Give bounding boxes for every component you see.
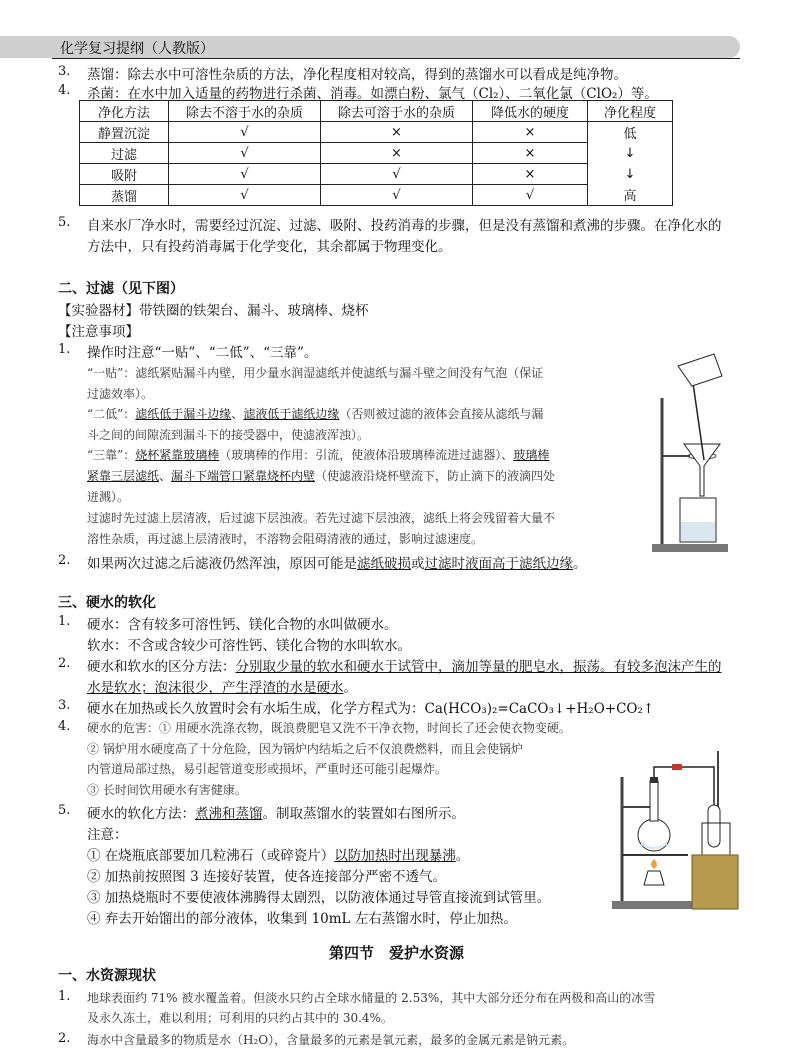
harm-text: ② 锅炉用水硬度高了十分危险，因为锅炉内结垢之后不仅浪费燃料，而且会使锅炉 xyxy=(87,742,523,756)
item-number: 3. xyxy=(58,64,71,79)
sankao-explanation: （使滤液沿烧杯壁流下，防止滴下的液滴四处 xyxy=(315,469,556,483)
item-number: 5. xyxy=(58,215,71,230)
table-cell: × xyxy=(473,164,588,185)
filter-item2-text: 如果两次过滤之后滤液仍然浑浊，原因可能是 xyxy=(87,556,357,572)
erdi-explanation: （否则被过滤的液体会直接从滤纸与漏 xyxy=(339,407,544,421)
table-header-cell: 除去不溶于水的杂质 xyxy=(169,101,321,122)
hard-water-def: 硬水：含有较多可溶性钙、镁化合物的水叫做硬水。 xyxy=(87,617,398,633)
degree-cell: 高 xyxy=(588,185,673,206)
caution-line xyxy=(87,844,469,864)
table-cell: 吸附 xyxy=(80,164,169,185)
table-header-cell: 除去可溶于水的杂质 xyxy=(321,101,473,122)
caution-reason: 以防加热时出现暴沸 xyxy=(334,848,456,864)
alcohol-lamp xyxy=(644,871,664,885)
hard-water-heading: 三、硬水的软化 xyxy=(58,595,156,611)
table-cell: 静置沉淀 xyxy=(80,122,169,143)
degree-cell: ↓ xyxy=(588,143,673,164)
stand-base xyxy=(652,544,728,552)
wooden-block xyxy=(692,855,738,909)
filter-item1: 操作时注意“一贴”、“二低”、“三靠”。 xyxy=(87,345,318,361)
sankao-text: 迸溅）。 xyxy=(87,490,130,504)
water-fact: 海水中含量最多的物质是水（H₂O），含量最多的元素是氧元素，最多的金属元素是钠元素。 xyxy=(87,1033,575,1047)
separator: 、 xyxy=(231,407,244,421)
stand-base xyxy=(612,901,692,909)
round-bottom-flask xyxy=(638,819,670,851)
sankao-line xyxy=(87,446,549,463)
water-resources-heading: 一、水资源现状 xyxy=(58,968,156,984)
harm-text: ③ 长时间饮用硬水有害健康。 xyxy=(87,783,247,797)
softening-method: 煮沸和蒸馏 xyxy=(195,806,263,822)
table-cell: 蒸馏 xyxy=(80,185,169,206)
erdi-point2: 滤液低于滤纸边缘 xyxy=(243,407,340,421)
funnel xyxy=(684,444,720,496)
sankao-point3: 漏斗下端管口紧靠烧杯内壁 xyxy=(171,469,316,483)
flame xyxy=(651,859,657,869)
table-cell: × xyxy=(321,122,473,143)
sankao-point1: 烧杯紧靠玻璃棒 xyxy=(135,448,220,462)
table-header-cell: 降低水的硬度 xyxy=(473,101,588,122)
softening-label: 硬水的软化方法： xyxy=(87,806,195,822)
reason2: 过滤时液面高于滤纸边缘 xyxy=(424,556,573,572)
filter-heading: 二、过滤（见下图） xyxy=(58,281,184,297)
table-cell: × xyxy=(473,122,588,143)
harm-text: 硬水的危害：① 用硬水洗涤衣物，既浪费肥皂又洗不干净衣物，时间长了还会使衣物变硬。 xyxy=(87,721,571,735)
caution-text: ① 在烧瓶底部要加几粒沸石（或碎瓷片） xyxy=(87,848,335,864)
distinguish-line xyxy=(87,655,722,675)
caution-text: ④ 弃去开始馏出的部分液体，收集到 10mL 左右蒸馏水时，停止加热。 xyxy=(87,911,517,927)
table-row xyxy=(80,122,673,143)
yitie-text: 过滤效率）。 xyxy=(87,387,154,401)
header-rule xyxy=(52,58,740,59)
table-row xyxy=(80,185,673,206)
filter-item2 xyxy=(87,552,587,572)
table-cell: √ xyxy=(473,185,588,206)
item-number: 4. xyxy=(58,719,71,734)
table-row xyxy=(80,143,673,164)
scale-equation: 硬水在加热或长久放置时会有水垢生成，化学方程式为：Ca(HCO₃)₂=CaCO₃↓+H₂O+CO₂↑ xyxy=(87,701,655,717)
sankao-point2: 玻璃棒 xyxy=(513,448,550,462)
period: 。 xyxy=(573,556,587,572)
pouring-beaker xyxy=(678,354,722,386)
sankao-explanation: （玻璃棒的作用：引流，使液体沿玻璃棒流进过滤器）、 xyxy=(219,448,514,462)
filtration-apparatus-illustration xyxy=(640,348,740,558)
softening-text: 。制取蒸馏水的装置如右图所示。 xyxy=(262,806,465,822)
item-number: 5. xyxy=(58,803,71,818)
item-number: 4. xyxy=(58,83,71,98)
waterworks-text: 方法中，只有投药消毒属于化学变化，其余都属于物理变化。 xyxy=(87,239,452,255)
distinguish-line2 xyxy=(87,676,357,696)
water-fact: 及永久冻土，难以利用；可利用的只约占其中的 30.4%。 xyxy=(87,1011,393,1025)
table-row xyxy=(80,164,673,185)
table-cell: √ xyxy=(321,164,473,185)
separator: 、 xyxy=(159,469,172,483)
caution-text: ③ 加热烧瓶时不要使液体沸腾得太剧烈，以防液体通过导管直接流到试管里。 xyxy=(87,890,551,906)
period: 。 xyxy=(343,680,357,696)
table-cell: √ xyxy=(169,185,321,206)
sankao-point2b: 紧靠三层滤纸 xyxy=(87,469,160,483)
filtrate xyxy=(681,522,715,541)
waterworks-text: 自来水厂净水时，需要经过沉淀、过滤、吸附、投药消毒的步骤，但是没有蒸馏和煮沸的步骤。在净化水的 xyxy=(87,218,722,234)
item-number: 1. xyxy=(58,342,71,357)
stopper xyxy=(650,777,658,783)
filter-equipment: 【实验器材】带铁圈的铁架台、漏斗、玻璃棒、烧杯 xyxy=(58,303,369,319)
caution-text: ② 加热前按照图 3 连接好装置，使各连接部分严密不透气。 xyxy=(87,869,446,885)
yitie-text: “一贴”：滤纸紧贴漏斗内壁，用少量水润湿滤纸并使滤纸与漏斗壁之间没有气泡（保证 xyxy=(87,366,544,380)
filter-notes-title: 【注意事项】 xyxy=(58,324,139,340)
note-label: 注意： xyxy=(87,827,128,843)
filter-extra: 溶性杂质，再过滤上层清液时，不溶物会阻碍清液的通过，影响过滤速度。 xyxy=(87,532,484,546)
erdi-text: 斗之间的间隙流到漏斗下的接受器中，使滤液浑浊）。 xyxy=(87,428,370,442)
table-cell: 过滤 xyxy=(80,143,169,164)
table-cell: √ xyxy=(321,185,473,206)
table-cell: √ xyxy=(169,164,321,185)
distinguish-result: 水是软水；泡沫很少，产生浮渣的水是硬水 xyxy=(87,680,344,696)
item-number: 2. xyxy=(58,656,71,671)
item-number: 1. xyxy=(58,989,71,1004)
soft-water-def: 软水：不含或含较少可溶性钙、镁化合物的水叫软水。 xyxy=(87,638,411,654)
reason1: 滤纸破损 xyxy=(357,556,411,572)
item-number: 3. xyxy=(58,698,71,713)
erdi-point1: 滤纸低于漏斗边缘 xyxy=(135,407,232,421)
distinguish-label: 硬水和软水的区分方法： xyxy=(87,659,236,675)
table-cell: × xyxy=(321,143,473,164)
filter-extra: 过滤时先过滤上层清液，后过滤下层浊液。若先过滤下层浊液，滤纸上将会残留着大量不 xyxy=(87,511,556,525)
or-text: 或 xyxy=(411,556,425,572)
softening-line xyxy=(87,802,465,822)
table-cell: √ xyxy=(169,143,321,164)
item-number: 1. xyxy=(58,614,71,629)
erdi-label: “二低”： xyxy=(87,407,136,421)
table-header-cell: 净化程度 xyxy=(588,101,673,122)
degree-cell: ↓ xyxy=(588,164,673,185)
table-header-row xyxy=(80,101,673,122)
section-title: 第四节 爱护水资源 xyxy=(328,944,464,962)
header-title: 化学复习提纲（人教版） xyxy=(60,41,214,57)
sankao-line2 xyxy=(87,467,555,484)
water-fact: 地球表面约 71% 被水覆盖着。但淡水只约占全球水储量的 2.53%，其中大部分还分布在两极和高山的冰雪 xyxy=(87,991,656,1005)
item-number: 2. xyxy=(58,1031,71,1046)
distinguish-method: 分别取少量的软水和硬水于试管中，滴加等量的肥皂水，振荡。有较多泡沫产生的 xyxy=(235,659,722,675)
erdi-line xyxy=(87,405,543,422)
table-cell: √ xyxy=(169,122,321,143)
flask-neck xyxy=(650,781,658,821)
degree-cell: 低 xyxy=(588,122,673,143)
test-tube xyxy=(708,805,720,847)
period: 。 xyxy=(455,848,470,864)
harm-text: 内管道局部过热，易引起管道变形或损坏，严重时还可能引起爆炸。 xyxy=(87,762,448,776)
header-bar xyxy=(0,36,740,58)
table-header-cell: 净化方法 xyxy=(80,101,169,122)
sankao-label: “三靠”： xyxy=(87,448,136,462)
table-cell: × xyxy=(473,143,588,164)
distill-text: 蒸馏：除去水中可溶性杂质的方法，净化程度相对较高，得到的蒸馏水可以看成是纯净物。 xyxy=(87,67,627,83)
rubber-connector xyxy=(672,764,682,770)
item-number: 2. xyxy=(58,553,71,568)
sterilize-text: 杀菌：在水中加入适量的药物进行杀菌、消毒。如漂白粉、氯气（Cl₂）、二氧化氯（ClO₂）等。 xyxy=(87,86,658,102)
purification-table xyxy=(79,100,673,206)
distillation-apparatus-illustration xyxy=(608,737,740,913)
